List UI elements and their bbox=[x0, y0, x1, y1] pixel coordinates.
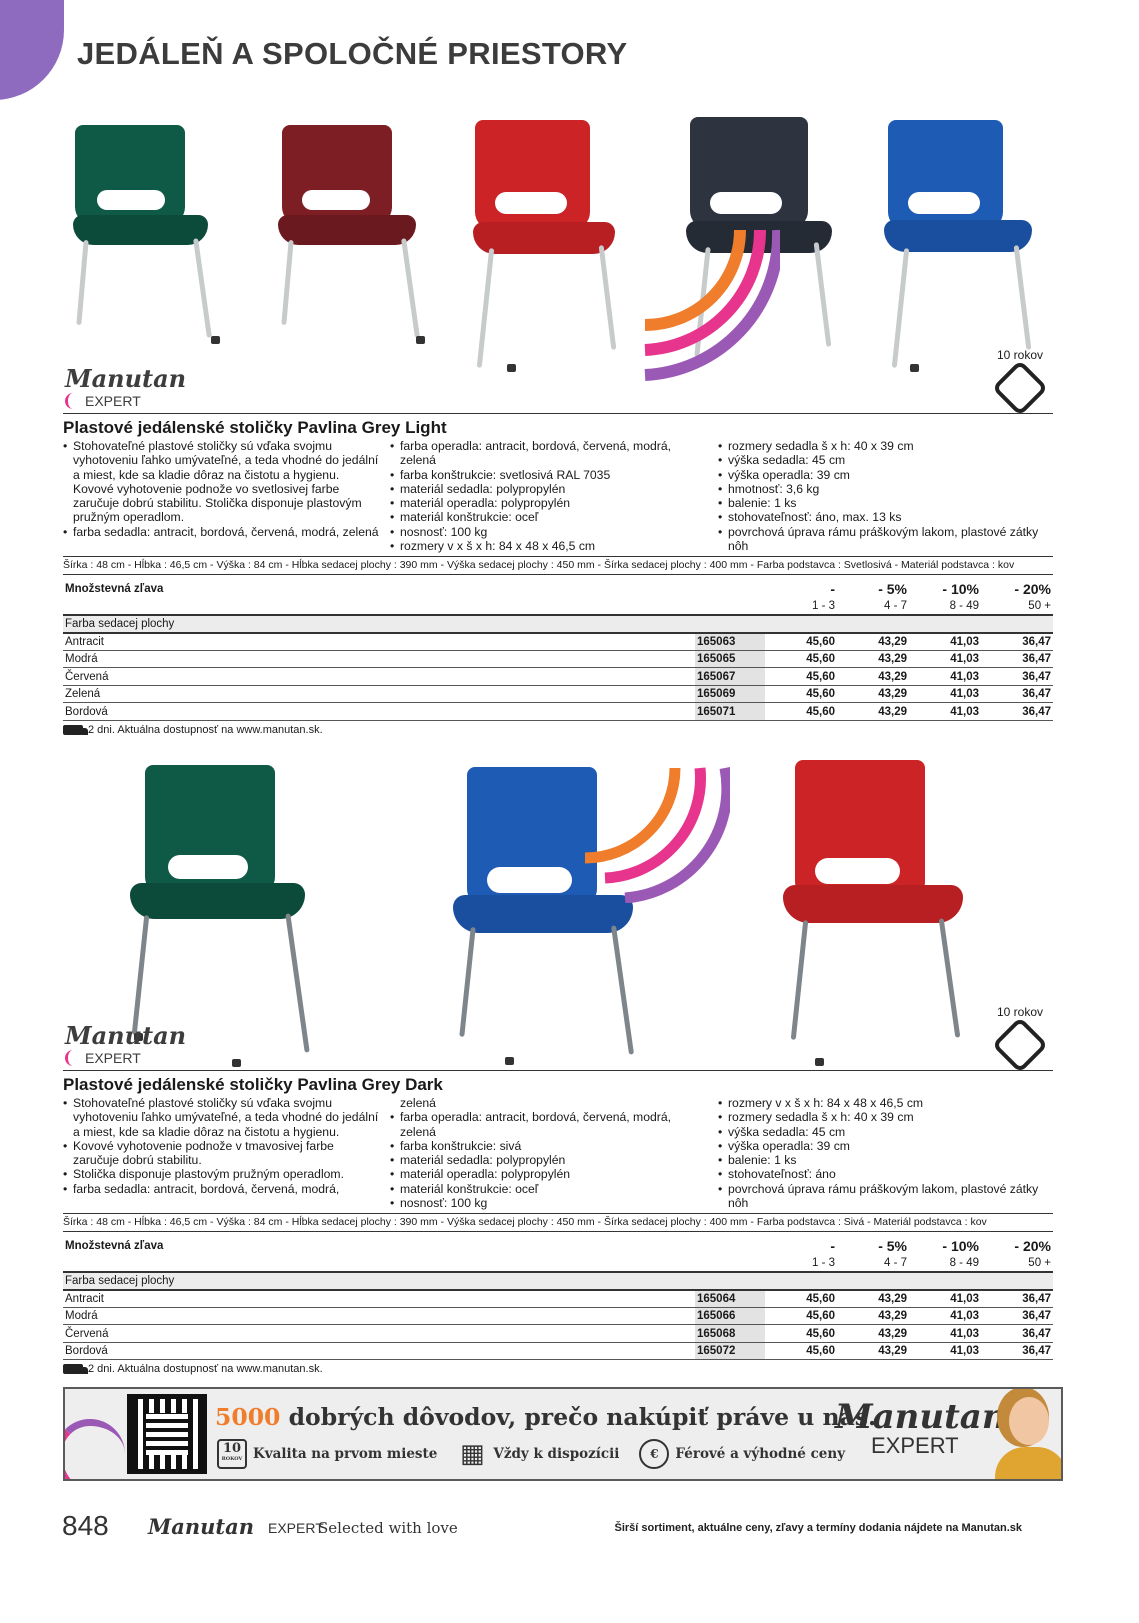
chair-green-dark bbox=[120, 765, 320, 1065]
price-cell: 41,03 bbox=[909, 1307, 981, 1325]
price-cell: 36,47 bbox=[981, 668, 1053, 686]
feature-item: • Stohovateľné plastové stoličky sú vďaka svojmu vyhotoveniu ľahko umývateľné, a teda vhodné do jedální a miest, kde sa kladie dôraz na čistotu a hygienu. Kovové vyhotovenie podnože vo svetlosivej farbe zaručuje dobrú stabilitu. Stolička disponuje plastovým pružným operadlom. bbox=[63, 439, 380, 525]
price-cell: 36,47 bbox=[981, 650, 1053, 668]
feature-item: • nosnosť: 100 kg bbox=[390, 525, 708, 539]
price-cell: 45,60 bbox=[765, 650, 837, 668]
truck-icon bbox=[63, 1364, 83, 1374]
quantity-range: 1 - 3 bbox=[765, 597, 837, 615]
color-cell: Zelená bbox=[63, 685, 695, 703]
perk-availability bbox=[457, 1439, 619, 1469]
feature-item: • výška operadla: 39 cm bbox=[718, 1139, 1043, 1153]
price-cell: 36,47 bbox=[981, 1290, 1053, 1308]
product-code: 165064 bbox=[695, 1290, 765, 1308]
product-code: 165069 bbox=[695, 685, 765, 703]
quantity-range: 1 - 3 bbox=[765, 1254, 837, 1272]
feature-col-3 bbox=[718, 1096, 1053, 1210]
footer-logo-sub: EXPERT bbox=[268, 1520, 324, 1536]
feature-item: • povrchová úprava rámu práškovým lakom, plastové zátky nôh bbox=[718, 525, 1043, 554]
feature-item: • rozmery sedadla š x h: 40 x 39 cm bbox=[718, 439, 1043, 453]
feature-col-1 bbox=[63, 439, 390, 553]
promo-banner[interactable] bbox=[63, 1387, 1063, 1481]
feature-item: • stohovateľnosť: áno, max. 13 ks bbox=[718, 510, 1043, 524]
perk-badge-num: 10 bbox=[222, 1441, 242, 1456]
feature-list bbox=[63, 439, 1053, 553]
boxes-icon: ▦ bbox=[460, 1439, 485, 1469]
manutan-expert-logo-2 bbox=[65, 1021, 186, 1066]
warranty-10-icon bbox=[217, 1439, 247, 1469]
spacer bbox=[695, 1254, 765, 1272]
quantity-range: 4 - 7 bbox=[837, 1254, 909, 1272]
delivery-info bbox=[63, 724, 1053, 736]
price-cell: 43,29 bbox=[837, 1325, 909, 1343]
feature-item: • rozmery v x š x h: 84 x 48 x 46,5 cm bbox=[718, 1096, 1043, 1110]
banner-headline bbox=[215, 1403, 876, 1431]
price-cell: 41,03 bbox=[909, 668, 981, 686]
warranty-badge-2 bbox=[990, 1005, 1050, 1065]
manutan-expert-logo bbox=[65, 364, 186, 409]
feature-item: • hmotnosť: 3,6 kg bbox=[718, 482, 1043, 496]
product-title: Plastové jedálenské stoličky Pavlina Grey Dark bbox=[63, 1070, 1053, 1095]
perk-label: Vždy k dispozícii bbox=[493, 1446, 620, 1462]
feature-item: • rozmery sedadla š x h: 40 x 39 cm bbox=[718, 1110, 1043, 1124]
product-section-dark bbox=[63, 1070, 1053, 1375]
color-cell: Bordová bbox=[63, 703, 695, 721]
feature-col-3 bbox=[718, 439, 1053, 553]
quantity-range: 8 - 49 bbox=[909, 1254, 981, 1272]
table-header-row bbox=[63, 581, 1053, 597]
logo-script: Manutan bbox=[65, 1021, 187, 1050]
table-row bbox=[63, 633, 1053, 651]
table-row bbox=[63, 650, 1053, 668]
color-header: Farba sedacej plochy bbox=[63, 1272, 1053, 1290]
feature-item: • materiál konštrukcie: oceľ bbox=[390, 510, 708, 524]
feature-item: • materiál operadla: polypropylén bbox=[390, 496, 708, 510]
feature-item: • rozmery v x š x h: 84 x 48 x 46,5 cm bbox=[390, 539, 708, 553]
feature-col-1 bbox=[63, 1096, 390, 1210]
banner-person-photo bbox=[995, 1389, 1063, 1481]
discount-label: - bbox=[830, 581, 835, 598]
banner-brand-logo bbox=[835, 1397, 1007, 1459]
color-cell: Červená bbox=[63, 1325, 695, 1343]
product-title: Plastové jedálenské stoličky Pavlina Grey Light bbox=[63, 413, 1053, 438]
feature-item: • materiál sedadla: polypropylén bbox=[390, 1153, 708, 1167]
banner-headline-text: dobrých dôvodov, prečo nakúpiť práve u nás. bbox=[280, 1403, 877, 1431]
quantity-range: 4 - 7 bbox=[837, 597, 909, 615]
table-header-row bbox=[63, 615, 1053, 633]
price-cell: 43,29 bbox=[837, 633, 909, 651]
feature-item: • farba sedadla: antracit, bordová, červená, modrá, bbox=[63, 1182, 380, 1196]
price-cell: 45,60 bbox=[765, 1307, 837, 1325]
spacer bbox=[63, 1254, 695, 1272]
feature-item: • stohovateľnosť: áno bbox=[718, 1167, 1043, 1181]
feature-item: • výška sedadla: 45 cm bbox=[718, 453, 1043, 467]
qr-code[interactable] bbox=[127, 1394, 207, 1474]
color-cell: Antracit bbox=[63, 1290, 695, 1308]
footer-logo-script: Manutan bbox=[148, 1514, 254, 1539]
discount-label: - 20% bbox=[1014, 581, 1051, 598]
footer-tagline: Selected with love bbox=[318, 1519, 458, 1537]
warranty-text: 10 rokov bbox=[996, 348, 1044, 362]
wave-icon bbox=[65, 1050, 81, 1066]
feature-item: • farba konštrukcie: sivá bbox=[390, 1139, 708, 1153]
banner-perks bbox=[217, 1439, 845, 1469]
table-header-row bbox=[63, 1272, 1053, 1290]
chair-bordeaux bbox=[270, 120, 420, 350]
page-number: 848 bbox=[62, 1510, 109, 1541]
feature-col-2 bbox=[390, 439, 718, 553]
color-cell: Bordová bbox=[63, 1342, 695, 1360]
perk-badge-word: ROKOV bbox=[221, 1456, 243, 1462]
price-cell: 45,60 bbox=[765, 1290, 837, 1308]
discount-label: - 20% bbox=[1014, 1238, 1051, 1255]
spacer bbox=[695, 597, 765, 615]
product-photos-light bbox=[60, 105, 1070, 385]
table-label: Množstevná zľava bbox=[65, 1240, 164, 1253]
perk-label: Kvalita na prvom mieste bbox=[253, 1446, 438, 1462]
discount-label: - bbox=[830, 1238, 835, 1255]
handshake-icon bbox=[992, 1017, 1049, 1074]
chair-red bbox=[465, 120, 625, 370]
price-cell: 41,03 bbox=[909, 650, 981, 668]
feature-item: • Kovové vyhotovenie podnože v tmavosivej farbe zaručuje dobrú stabilitu. bbox=[63, 1139, 380, 1168]
price-cell: 45,60 bbox=[765, 1342, 837, 1360]
chair-red-dark bbox=[775, 760, 975, 1060]
feature-item: • povrchová úprava rámu práškovým lakom, plastové zátky nôh bbox=[718, 1182, 1043, 1211]
spacer bbox=[63, 597, 695, 615]
table-row bbox=[63, 703, 1053, 721]
feature-item: • farba konštrukcie: svetlosivá RAL 7035 bbox=[390, 468, 708, 482]
product-code: 165063 bbox=[695, 633, 765, 651]
color-cell: Modrá bbox=[63, 1307, 695, 1325]
price-cell: 45,60 bbox=[765, 668, 837, 686]
product-code: 165066 bbox=[695, 1307, 765, 1325]
price-cell: 36,47 bbox=[981, 1325, 1053, 1343]
banner-logo-sub: EXPERT bbox=[871, 1433, 959, 1458]
price-cell: 45,60 bbox=[765, 685, 837, 703]
feature-item: • výška sedadla: 45 cm bbox=[718, 1125, 1043, 1139]
piggy-bank-icon: € bbox=[639, 1439, 669, 1469]
price-cell: 41,03 bbox=[909, 633, 981, 651]
perk-quality bbox=[217, 1439, 437, 1469]
feature-item: • balenie: 1 ks bbox=[718, 1153, 1043, 1167]
discount-label: - 5% bbox=[878, 581, 907, 598]
delivery-info bbox=[63, 1363, 1053, 1375]
price-cell: 36,47 bbox=[981, 1342, 1053, 1360]
feature-item: • Stohovateľné plastové stoličky sú vďaka svojmu vyhotoveniu ľahko umývateľné, a teda vhodné do jedální a miest, kde sa kladie dôraz na čistotu a hygienu. bbox=[63, 1096, 380, 1139]
page-title: JEDÁLEŇ A SPOLOČNÉ PRIESTORY bbox=[77, 36, 628, 71]
price-table bbox=[63, 1238, 1053, 1360]
feature-item: • nosnosť: 100 kg bbox=[390, 1196, 708, 1210]
price-cell: 43,29 bbox=[837, 1307, 909, 1325]
price-cell: 43,29 bbox=[837, 1342, 909, 1360]
quantity-range: 50 + bbox=[981, 1254, 1053, 1272]
footer-info-text: Širší sortiment, aktuálne ceny, zľavy a termíny dodania nájdete na bbox=[614, 1522, 962, 1534]
price-cell: 41,03 bbox=[909, 1290, 981, 1308]
discount-label: - 10% bbox=[942, 581, 979, 598]
feature-item: zelená bbox=[400, 1096, 436, 1110]
price-cell: 36,47 bbox=[981, 703, 1053, 721]
warranty-badge bbox=[990, 348, 1050, 408]
price-cell: 36,47 bbox=[981, 685, 1053, 703]
delivery-text: 2 dni. Aktuálna dostupnosť na www.manutan.sk. bbox=[88, 1363, 323, 1376]
price-cell: 41,03 bbox=[909, 1325, 981, 1343]
price-cell: 43,29 bbox=[837, 703, 909, 721]
table-row bbox=[63, 1307, 1053, 1325]
chair-green bbox=[65, 120, 215, 350]
spec-line: Šírka : 48 cm - Hĺbka : 46,5 cm - Výška : 84 cm - Hĺbka sedacej plochy : 390 mm - Výška sedacej plochy : 450 mm - Šírka sedacej plochy : 400 mm - Farba podstavca : Svetlosivá - Materiál podstavca : kov bbox=[63, 556, 1053, 575]
product-code: 165067 bbox=[695, 668, 765, 686]
table-row bbox=[63, 685, 1053, 703]
price-cell: 43,29 bbox=[837, 1290, 909, 1308]
feature-item: • materiál sedadla: polypropylén bbox=[390, 482, 708, 496]
product-code: 165068 bbox=[695, 1325, 765, 1343]
feature-item: • Stolička disponuje plastovým pružným operadlom. bbox=[63, 1167, 380, 1181]
perk-label: Férové a výhodné ceny bbox=[675, 1446, 846, 1462]
banner-number: 5000 bbox=[215, 1403, 281, 1431]
product-code: 165072 bbox=[695, 1342, 765, 1360]
price-cell: 43,29 bbox=[837, 650, 909, 668]
color-cell: Modrá bbox=[63, 650, 695, 668]
price-cell: 36,47 bbox=[981, 633, 1053, 651]
page-footer bbox=[62, 1510, 1022, 1540]
brand-arcs-2 bbox=[580, 763, 730, 903]
table-label: Množstevná zľava bbox=[65, 583, 164, 596]
price-cell: 41,03 bbox=[909, 685, 981, 703]
banner-logo-script: Manutan bbox=[835, 1397, 1007, 1437]
quantity-range: 50 + bbox=[981, 597, 1053, 615]
product-photos-dark bbox=[60, 755, 1070, 1070]
price-cell: 45,60 bbox=[765, 703, 837, 721]
feature-item: • výška operadla: 39 cm bbox=[718, 468, 1043, 482]
spacer bbox=[695, 581, 765, 597]
logo-script: Manutan bbox=[65, 364, 187, 393]
price-cell: 43,29 bbox=[837, 685, 909, 703]
footer-info-link[interactable]: Manutan.sk bbox=[961, 1522, 1022, 1534]
handshake-icon bbox=[992, 360, 1049, 417]
spec-line: Šírka : 48 cm - Hĺbka : 46,5 cm - Výška : 84 cm - Hĺbka sedacej plochy : 390 mm - Výška sedacej plochy : 450 mm - Šírka sedacej plochy : 400 mm - Farba podstavca : Sivá - Materiál podstavca : kov bbox=[63, 1213, 1053, 1232]
perk-prices bbox=[639, 1439, 845, 1469]
color-header: Farba sedacej plochy bbox=[63, 615, 1053, 633]
price-cell: 41,03 bbox=[909, 1342, 981, 1360]
warranty-text: 10 rokov bbox=[996, 1005, 1044, 1019]
feature-item: • materiál operadla: polypropylén bbox=[390, 1167, 708, 1181]
price-cell: 36,47 bbox=[981, 1307, 1053, 1325]
feature-list bbox=[63, 1096, 1053, 1210]
table-row bbox=[63, 1290, 1053, 1308]
table-header-row bbox=[63, 1254, 1053, 1272]
price-table bbox=[63, 581, 1053, 721]
price-cell: 45,60 bbox=[765, 633, 837, 651]
feature-item: • farba operadla: antracit, bordová, červená, modrá, zelená bbox=[390, 1110, 708, 1139]
feature-item: • materiál konštrukcie: oceľ bbox=[390, 1182, 708, 1196]
table-row bbox=[63, 668, 1053, 686]
feature-col-2 bbox=[390, 1096, 718, 1210]
wave-icon bbox=[65, 393, 81, 409]
price-cell: 41,03 bbox=[909, 703, 981, 721]
corner-accent bbox=[0, 0, 64, 100]
feature-item: • farba sedadla: antracit, bordová, červená, modrá, zelená bbox=[63, 525, 380, 539]
color-cell: Antracit bbox=[63, 633, 695, 651]
footer-info bbox=[615, 1522, 1023, 1534]
logo-sub: EXPERT bbox=[85, 1050, 141, 1066]
table-row bbox=[63, 1325, 1053, 1343]
product-code: 165071 bbox=[695, 703, 765, 721]
feature-item: • farba operadla: antracit, bordová, červená, modrá, zelená bbox=[390, 439, 708, 468]
spacer bbox=[695, 1238, 765, 1254]
table-header-row bbox=[63, 597, 1053, 615]
logo-sub: EXPERT bbox=[85, 393, 141, 409]
product-section-light bbox=[63, 413, 1053, 736]
price-cell: 45,60 bbox=[765, 1325, 837, 1343]
delivery-text: 2 dni. Aktuálna dostupnosť na www.manutan.sk. bbox=[88, 724, 323, 737]
truck-icon bbox=[63, 725, 83, 735]
brand-stripes bbox=[63, 1419, 125, 1481]
discount-label: - 5% bbox=[878, 1238, 907, 1255]
discount-label: - 10% bbox=[942, 1238, 979, 1255]
table-row bbox=[63, 1342, 1053, 1360]
price-cell: 43,29 bbox=[837, 668, 909, 686]
quantity-range: 8 - 49 bbox=[909, 597, 981, 615]
brand-arcs bbox=[640, 225, 780, 385]
table-header-row bbox=[63, 1238, 1053, 1254]
chair-blue bbox=[880, 120, 1040, 370]
product-code: 165065 bbox=[695, 650, 765, 668]
feature-item: • balenie: 1 ks bbox=[718, 496, 1043, 510]
color-cell: Červená bbox=[63, 668, 695, 686]
